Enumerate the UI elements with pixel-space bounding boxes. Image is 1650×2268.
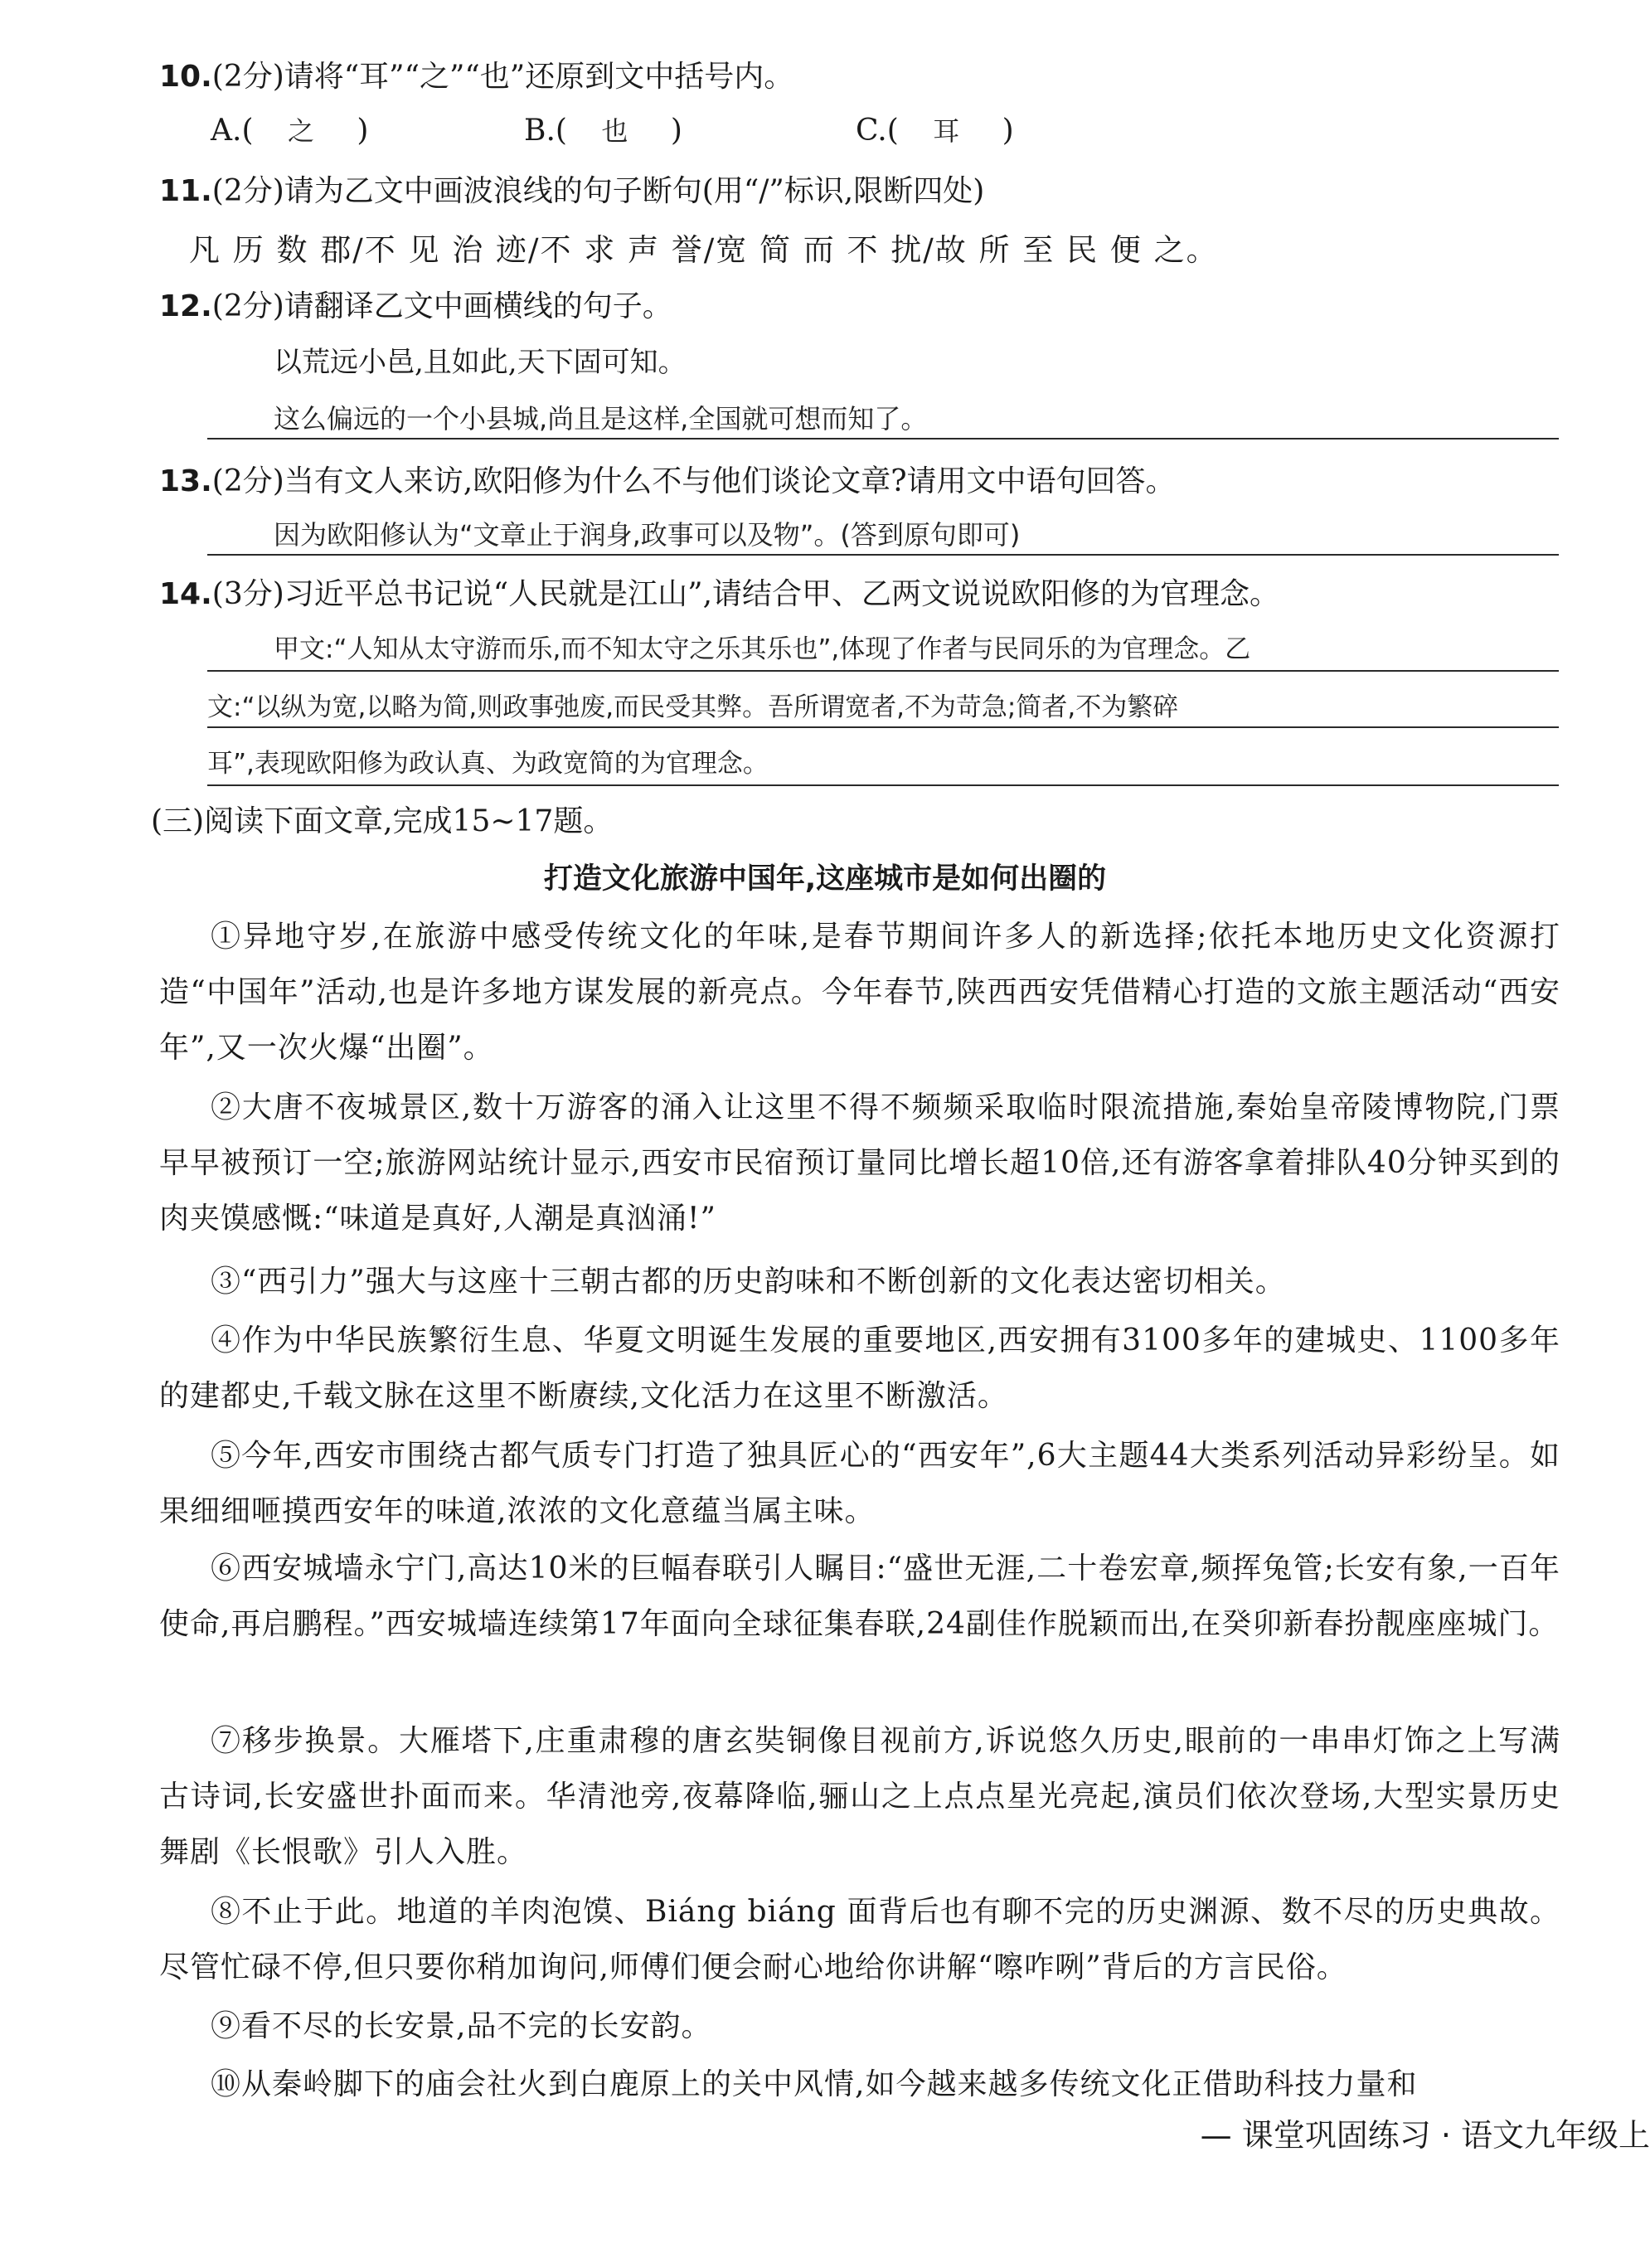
option-c-answer: 耳 [933, 115, 960, 147]
paragraph-2: ②大唐不夜城景区,数十万游客的涌入让这里不得不频频采取临时限流措施,秦始皇帝陵博物院,门票早早被预订一空;旅游网站统计显示,西安市民宿预订量同比增长超10倍,还有游客拿着排队40分钟买到的肉夹馍感慨:“味道是真好,人潮是真汹涌!” [159, 1090, 1560, 1236]
question-text: (2分)请翻译乙文中画横线的句子。 [211, 289, 672, 323]
q14-answer-line-2: 文:“以纵为宽,以略为简,则政事弛废,而民受其弊。吾所谓宽者,不为苛急;简者,不为繁碎 [207, 692, 1179, 722]
question-14: 14.(3分)习近平总书记说“人民就是江山”,请结合甲、乙两文说说欧阳修的为官理念。 [159, 577, 1280, 611]
answer-line [207, 438, 1559, 440]
article-title: 打造文化旅游中国年,这座城市是如何出圈的 [543, 862, 1107, 896]
option-a-answer: 之 [287, 115, 314, 147]
option-a: A.( 之 ) [211, 114, 369, 148]
question-13: 13.(2分)当有文人来访,欧阳修为什么不与他们谈论文章?请用文中语句回答。 [159, 464, 1176, 498]
question-text: (3分)习近平总书记说“人民就是江山”,请结合甲、乙两文说说欧阳修的为官理念。 [211, 577, 1280, 611]
section-heading: (三)阅读下面文章,完成15~17题。 [151, 804, 614, 838]
question-12: 12.(2分)请翻译乙文中画横线的句子。 [159, 289, 672, 323]
q14-answer-line-3: 耳”,表现欧阳修为政认真、为政宽简的为官理念。 [207, 749, 769, 779]
question-text: (2分)请将“耳”“之”“也”还原到文中括号内。 [211, 60, 794, 94]
question-text: (2分)当有文人来访,欧阳修为什么不与他们谈论文章?请用文中语句回答。 [211, 464, 1176, 498]
answer-line [207, 784, 1559, 786]
q11-sentence: 凡 历 数 郡/不 见 治 迹/不 求 声 誉/宽 简 而 不 扰/故 所 至 民 便 之。 [189, 232, 1219, 268]
paragraph-4: ④作为中华民族繁衍生息、华夏文明诞生发展的重要地区,西安拥有3100多年的建城史、1100多年的建都史,千载文脉在这里不断赓续,文化活力在这里不断激活。 [159, 1323, 1560, 1413]
question-number: 10. [159, 60, 212, 94]
question-10 [159, 56, 793, 98]
paragraph-6: ⑥西安城墙永宁门,高达10米的巨幅春联引人瞩目:“盛世无涯,二十卷宏章,频挥兔管;长安有象,一百年使命,再启鹏程。”西安城墙连续第17年面向全球征集春联,24副佳作脱颖而出,在癸卯新春扮靓座座城门。 [159, 1552, 1560, 1641]
paragraph-7: ⑦移步换景。大雁塔下,庄重肃穆的唐玄奘铜像目视前方,诉说悠久历史,眼前的一串串灯饰之上写满古诗词,长安盛世扑面而来。华清池旁,夜幕降临,骊山之上点点星光亮起,演员们依次登场,大型实景历史舞剧《长恨歌》引人入胜。 [159, 1724, 1560, 1869]
paragraph-3: ③“西引力”强大与这座十三朝古都的历史韵味和不断创新的文化表达密切相关。 [211, 1265, 1286, 1299]
option-c: C.( 耳 ) [856, 114, 1014, 148]
answer-line [207, 670, 1559, 672]
q13-answer: 因为欧阳修认为“文章止于润身,政事可以及物”。(答到原句即可) [274, 519, 1021, 551]
paragraph-1: ①异地守岁,在旅游中感受传统文化的年味,是春节期间许多人的新选择;依托本地历史文化资源打造“中国年”活动,也是许多地方谋发展的新亮点。今年春节,陕西西安凭借精心打造的文旅主题活动“西安年”,又一次火爆“出圈”。 [159, 920, 1560, 1065]
page-footer: — 课堂巩固练习 · 语文九年级上 [1200, 2117, 1650, 2154]
answer-line [207, 554, 1559, 556]
paragraph-9: ⑨看不尽的长安景,品不完的长安韵。 [211, 2009, 712, 2043]
paragraph-5: ⑤今年,西安市围绕古都气质专门打造了独具匠心的“西安年”,6大主题44大类系列活动异彩纷呈。如果细细咂摸西安年的味道,浓浓的文化意蕴当属主味。 [159, 1439, 1560, 1528]
paragraph-10: ⑩从秦岭脚下的庙会社火到白鹿原上的关中风情,如今越来越多传统文化正借助科技力量和 [211, 2067, 1418, 2101]
question-text: (2分)请为乙文中画波浪线的句子断句(用“/”标识,限断四处) [211, 174, 985, 208]
answer-line [207, 726, 1559, 728]
option-b: B.( 也 ) [524, 114, 682, 148]
paragraph-8: ⑧不止于此。地道的羊肉泡馍、Biáng biáng 面背后也有聊不完的历史渊源、数不尽的历史典故。尽管忙碌不停,但只要你稍加询问,师傅们便会耐心地给你讲解“嚓咋咧”背后的方言民俗。 [159, 1895, 1560, 1984]
q12-quote: 以荒远小邑,且如此,天下固可知。 [274, 346, 687, 379]
q12-answer: 这么偏远的一个小县城,尚且是这样,全国就可想而知了。 [274, 403, 928, 435]
q14-answer-line-1: 甲文:“人知从太守游而乐,而不知太守之乐其乐也”,体现了作者与民同乐的为官理念。乙 [274, 634, 1251, 664]
option-b-answer: 也 [601, 115, 628, 147]
question-11: 11.(2分)请为乙文中画波浪线的句子断句(用“/”标识,限断四处) [159, 174, 985, 208]
